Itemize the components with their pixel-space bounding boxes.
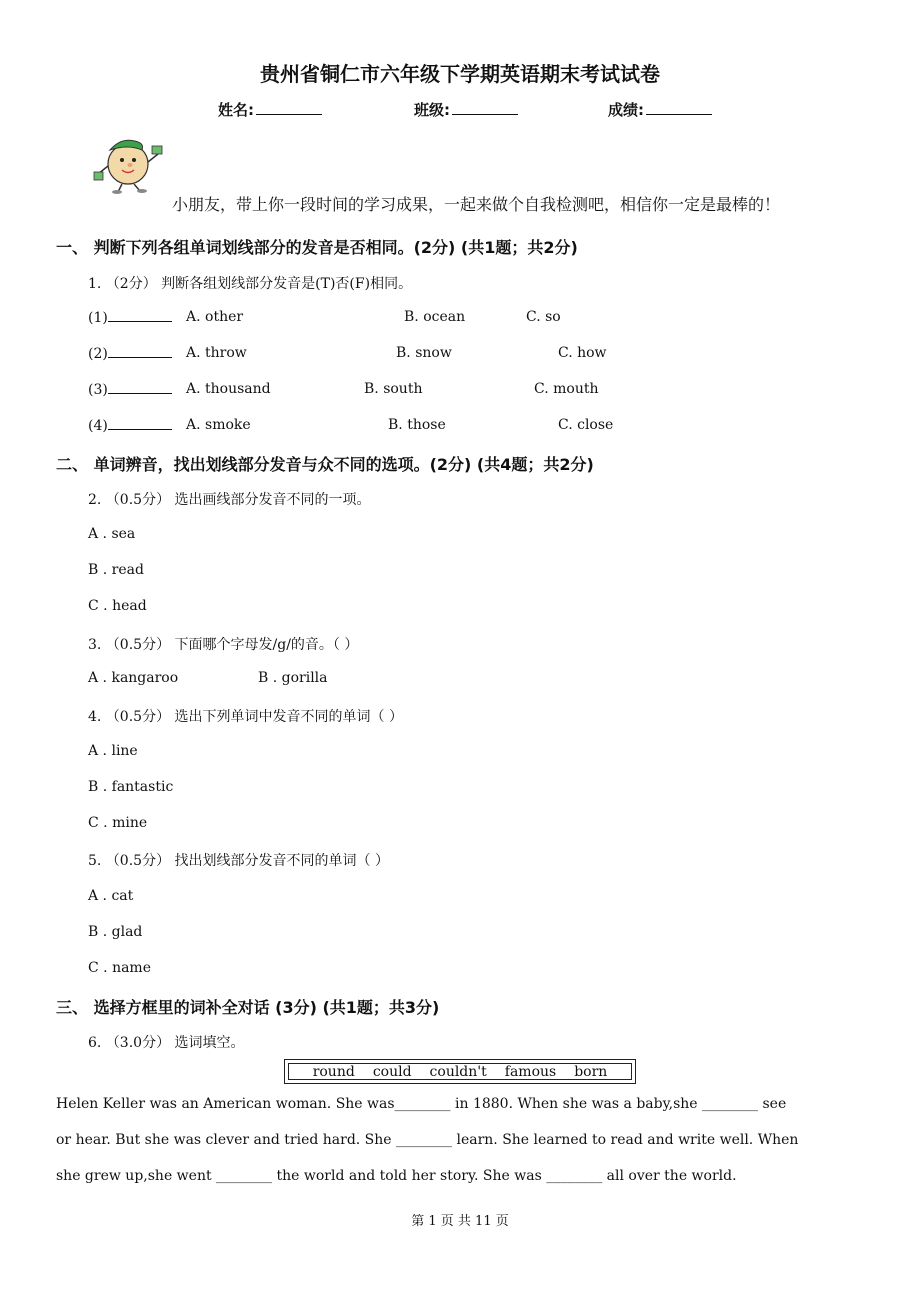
q6-stem: 6. （3.0分） 选词填空。: [88, 1035, 245, 1051]
q1-row-4-option-a: A. smoke: [186, 417, 251, 433]
section-3-heading: 三、 选择方框里的词补全对话 (3分) (共1题；共3分): [56, 998, 440, 1017]
q1-row-1: [88, 309, 172, 326]
q1-row-3: [88, 381, 172, 398]
encouragement-text: 小朋友，带上你一段时间的学习成果，一起来做个自我检测吧，相信你一定是最棒的！: [172, 195, 781, 214]
q1-row-3-option-b: B. south: [364, 381, 423, 397]
score-blank[interactable]: [646, 100, 712, 115]
class-blank[interactable]: [452, 100, 518, 115]
q5-option-c[interactable]: C . name: [88, 960, 151, 976]
q1-row-2-option-c: C. how: [558, 345, 607, 361]
q3-stem: 3. （0.5分） 下面哪个字母发/g/的音。（ ）: [88, 637, 359, 653]
q2-option-a[interactable]: A . sea: [88, 526, 136, 542]
passage-line-3: she grew up,she went ________ the world and told her story. She was ________ all over the world.: [56, 1168, 737, 1184]
q1-row-4-num: (4): [88, 418, 108, 434]
q1-row-3-option-c: C. mouth: [534, 381, 599, 397]
q1-row-2: [88, 345, 172, 362]
passage-line-2: or hear. But she was clever and tried hard. She ________ learn. She learned to read and write well. When: [56, 1132, 799, 1148]
name-label: 姓名:: [218, 101, 254, 119]
q1-row-1-num: (1): [88, 310, 108, 326]
q5-option-a[interactable]: A . cat: [88, 888, 134, 904]
page-footer: 第 1 页 共 11 页: [411, 1214, 509, 1229]
class-field[interactable]: [414, 99, 518, 120]
q1-row-1-option-b: B. ocean: [404, 309, 466, 325]
word-bank-word: round: [312, 1063, 355, 1080]
word-bank-word: born: [574, 1063, 608, 1080]
word-bank-word: could: [372, 1063, 412, 1080]
q1-row-4-option-c: C. close: [558, 417, 614, 433]
q1-row-1-blank[interactable]: [108, 309, 172, 322]
class-label: 班级:: [414, 101, 450, 119]
q1-row-3-blank[interactable]: [108, 381, 172, 394]
q5-stem: 5. （0.5分） 找出划线部分发音不同的单词（ ）: [88, 853, 389, 869]
q1-stem: 1. （2分） 判断各组划线部分发音是(T)否(F)相同。: [88, 276, 413, 292]
q1-row-4-blank[interactable]: [108, 417, 172, 430]
q4-option-b[interactable]: B . fantastic: [88, 779, 174, 795]
q1-row-2-option-b: B. snow: [396, 345, 452, 361]
q1-row-3-num: (3): [88, 382, 108, 398]
q1-row-1-option-c: C. so: [526, 309, 561, 325]
mascot-cartoon-icon: [92, 132, 168, 194]
q1-row-2-num: (2): [88, 346, 108, 362]
section-2-heading: 二、 单词辨音，找出划线部分发音与众不同的选项。(2分) (共4题；共2分): [56, 455, 594, 474]
word-bank-box: [284, 1059, 636, 1084]
word-bank-word: couldn't: [429, 1063, 487, 1080]
q1-row-2-option-a: A. throw: [186, 345, 247, 361]
name-field[interactable]: [218, 99, 322, 120]
passage-line-1: Helen Keller was an American woman. She was________ in 1880. When she was a baby,she ________ see: [56, 1096, 787, 1112]
score-field[interactable]: [608, 99, 712, 120]
q3-option-a[interactable]: A . kangaroo: [88, 670, 179, 686]
q1-row-2-blank[interactable]: [108, 345, 172, 358]
q3-option-b[interactable]: B . gorilla: [258, 670, 328, 686]
word-bank-word: famous: [504, 1063, 557, 1080]
q2-option-b[interactable]: B . read: [88, 562, 144, 578]
q4-stem: 4. （0.5分） 选出下列单词中发音不同的单词（ ）: [88, 709, 403, 725]
q1-row-3-option-a: A. thousand: [186, 381, 271, 397]
name-blank[interactable]: [256, 100, 322, 115]
q4-option-c[interactable]: C . mine: [88, 815, 148, 831]
q5-option-b[interactable]: B . glad: [88, 924, 143, 940]
page-title: 贵州省铜仁市六年级下学期英语期末考试试卷: [260, 62, 660, 86]
q1-row-1-option-a: A. other: [186, 309, 244, 325]
q2-option-c[interactable]: C . head: [88, 598, 147, 614]
score-label: 成绩:: [608, 101, 644, 119]
q4-option-a[interactable]: A . line: [88, 743, 138, 759]
section-1-heading: 一、 判断下列各组单词划线部分的发音是否相同。(2分) (共1题；共2分): [56, 238, 578, 257]
q1-row-4: [88, 417, 172, 434]
q2-stem: 2. （0.5分） 选出画线部分发音不同的一项。: [88, 492, 371, 508]
q1-row-4-option-b: B. those: [388, 417, 446, 433]
